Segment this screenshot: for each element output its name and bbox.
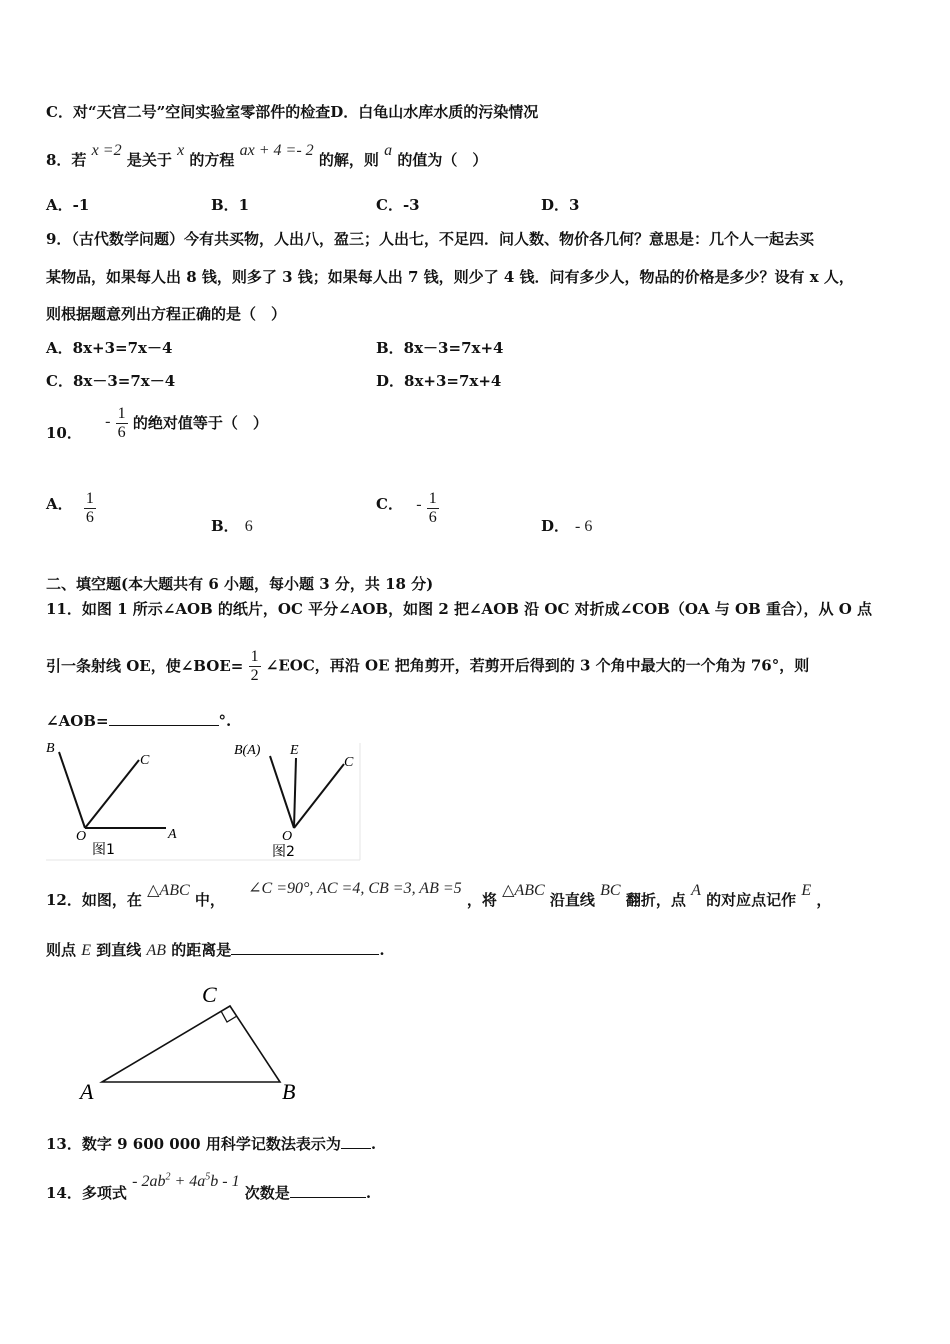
q11-line3-text: ∠AOB= (46, 712, 109, 730)
q8-text3: 的解，则 (318, 151, 379, 169)
q9-option-c: C．8x－3=7x－4 (46, 372, 176, 390)
q10-option-b (211, 516, 253, 537)
q10-neg: - (105, 412, 111, 430)
q11-line2 (46, 648, 809, 692)
q11-line1: 11．如图 1 所示∠AOB 的纸片，OC 平分∠AOB，如图 2 把∠AOB 沿 OC 对折成∠COB（OA 与 OB 重合），从 O 点 (46, 600, 872, 618)
q13-text: 13．数字 9 600 000 用科学记数法表示为 (46, 1135, 341, 1153)
q10-number: 10． (46, 423, 82, 442)
q10-option-a-label: A． (46, 494, 73, 513)
q10-option-c-label: C． (376, 494, 403, 513)
q13 (46, 1134, 376, 1154)
q10-option-a-den: 6 (85, 509, 94, 526)
q12-text6: ， (816, 891, 832, 909)
q11-fig1-label-b: B (46, 741, 55, 756)
q10-option-b-label: B． (211, 517, 239, 535)
q10-option-c-frac (427, 490, 439, 527)
q10-option-d (541, 516, 592, 537)
q12-line-bc: BC (600, 882, 621, 899)
q14-term1: - 2ab (132, 1173, 166, 1191)
section2-title: 二、填空题(本大题共有 6 小题，每小题 3 分，共 18 分) (46, 575, 434, 593)
q11-line3 (46, 711, 231, 731)
q12-period: . (379, 941, 385, 959)
q12-fig-label-c: C (202, 982, 217, 1007)
q12-text1: 中， (194, 891, 225, 909)
q11-fig1-label-c: C (140, 753, 150, 768)
q12-number: 12．如图，在 (46, 891, 142, 909)
q9-line2: 某物品，如果每人出 8 钱，则多了 3 钱；如果每人出 7 钱，则少了 4 钱．问有多少人，物品的价格是多少？设有 x 人， (46, 268, 854, 286)
q14-term2: + 4a (170, 1173, 206, 1191)
q14-period: . (365, 1184, 372, 1203)
q12-figure (70, 978, 330, 1108)
q11-fig2-label-e: E (290, 743, 299, 758)
q14 (46, 1168, 371, 1208)
q14-exp2: 5 (205, 1172, 211, 1183)
q12-line2-text1: 则点 (46, 941, 77, 959)
q8-option-d: D．3 (541, 196, 580, 214)
q12-text3: 沿直线 (549, 891, 595, 909)
q8-option-a: A．-1 (46, 196, 90, 214)
q10-option-d-label: D． (541, 517, 570, 535)
q11-answer-blank[interactable] (109, 711, 219, 726)
q11-fig1-label-a: A (168, 827, 177, 842)
q13-period: . (370, 1135, 377, 1153)
q12-text5: 的对应点记作 (706, 891, 797, 909)
q8-option-b: B．1 (211, 196, 250, 214)
q11-fig2-label-ba: B(A) (234, 743, 261, 758)
q12-condition: ∠C =90°, AC =4, CB =3, AB =5 (248, 880, 462, 897)
q11-fig2-caption: 图2 (272, 844, 295, 860)
q11-line2-text1: 引一条射线 OE，使∠BOE= (46, 656, 244, 675)
q10-option-c (376, 490, 439, 534)
q10-option-c-den: 6 (428, 509, 437, 526)
q8-var-a: a (384, 142, 393, 159)
q12-text2: ，将 (466, 891, 497, 909)
q11-fig2-label-o: O (282, 829, 293, 844)
q14-answer-blank[interactable] (290, 1183, 366, 1198)
q12-line2-text3: 的距离是 (171, 941, 232, 959)
q9-option-b: B．8x－3=7x+4 (376, 339, 504, 357)
q14-polynomial (132, 1173, 239, 1190)
q11-fig1-caption: 图1 (92, 842, 115, 858)
q12-line2-text2: 到直线 (96, 941, 142, 959)
q7-option-c: C．对“天宫二号”空间实验室零部件的检查 (46, 103, 331, 121)
q7-option-d: D．白龟山水库水质的污染情况 (330, 103, 539, 121)
q14-text2: 次数是 (244, 1184, 290, 1203)
q10-text: 的绝对值等于（ ） (132, 413, 268, 432)
q8-text2: 的方程 (189, 151, 235, 169)
q10-stem (46, 405, 268, 449)
q7-options (46, 102, 538, 122)
q9-line1: 9．（古代数学问题）今有共买物，人出八，盈三；人出七，不足四．问人数、物价各几何？意思是：几个人一起去买 (46, 230, 814, 248)
q11-figure2 (234, 743, 354, 860)
q11-line2-text2: ∠EOC，再沿 OE 把角剪开，若剪开后得到的 3 个角中最大的一个角为 76°，则 (265, 656, 810, 675)
q10-option-c-num: 1 (428, 490, 437, 507)
q11-fraction (249, 648, 261, 685)
q14-exp1: 2 (165, 1172, 171, 1183)
q12-text4: 翻折，点 (625, 891, 686, 909)
q11-frac-num: 1 (250, 648, 259, 665)
q12-line2 (46, 940, 385, 961)
q14-term3: b - 1 (210, 1173, 240, 1191)
q9-option-a: A．8x+3=7x－4 (46, 339, 173, 357)
q8-var-x: x (177, 142, 185, 159)
q12-point-e2: E (81, 942, 92, 959)
q11-degree: °. (218, 712, 232, 730)
q11-figure1 (46, 741, 177, 858)
q12-point-e: E (801, 882, 812, 899)
q11-fig2-label-c: C (344, 755, 354, 770)
q12-point-a: A (691, 882, 701, 899)
q13-answer-blank[interactable] (341, 1134, 371, 1149)
q12-segment-ab: AB (146, 942, 167, 959)
q8-text1: 是关于 (126, 151, 172, 169)
q8-option-c: C．-3 (376, 196, 420, 214)
q11-frac-den: 2 (250, 667, 259, 684)
q9-line3: 则根据题意列出方程正确的是（ ） (46, 305, 287, 323)
q10-option-c-neg: - (416, 495, 422, 513)
q8-eq2: ax + 4 =- 2 (239, 142, 314, 159)
q10-frac-den: 6 (117, 424, 126, 441)
q8-number: 8．若 (46, 151, 87, 169)
q12-answer-blank[interactable] (231, 940, 379, 955)
q12-triangle2: △ABC (502, 882, 545, 899)
q8-text4: 的值为（ ） (397, 151, 488, 169)
q11-figures (44, 738, 364, 862)
q10-frac-num: 1 (117, 405, 126, 422)
q12-triangle1: △ABC (147, 882, 190, 899)
q10-option-d-value: - 6 (575, 518, 593, 535)
q12-line1 (46, 878, 831, 918)
q10-option-a (46, 490, 96, 534)
q9-option-d: D．8x+3=7x+4 (376, 372, 502, 390)
q12-fig-label-b: B (282, 1079, 296, 1104)
q14-text: 14．多项式 (46, 1184, 127, 1203)
q8-eq1: x =2 (91, 142, 122, 159)
q10-option-b-value: 6 (244, 518, 253, 535)
q10-option-a-frac (84, 490, 96, 527)
q10-option-a-num: 1 (85, 490, 94, 507)
q11-fig1-label-o: O (76, 829, 87, 844)
q12-fig-label-a: A (80, 1079, 94, 1104)
q10-fraction (116, 405, 128, 442)
q8-stem (46, 140, 487, 180)
